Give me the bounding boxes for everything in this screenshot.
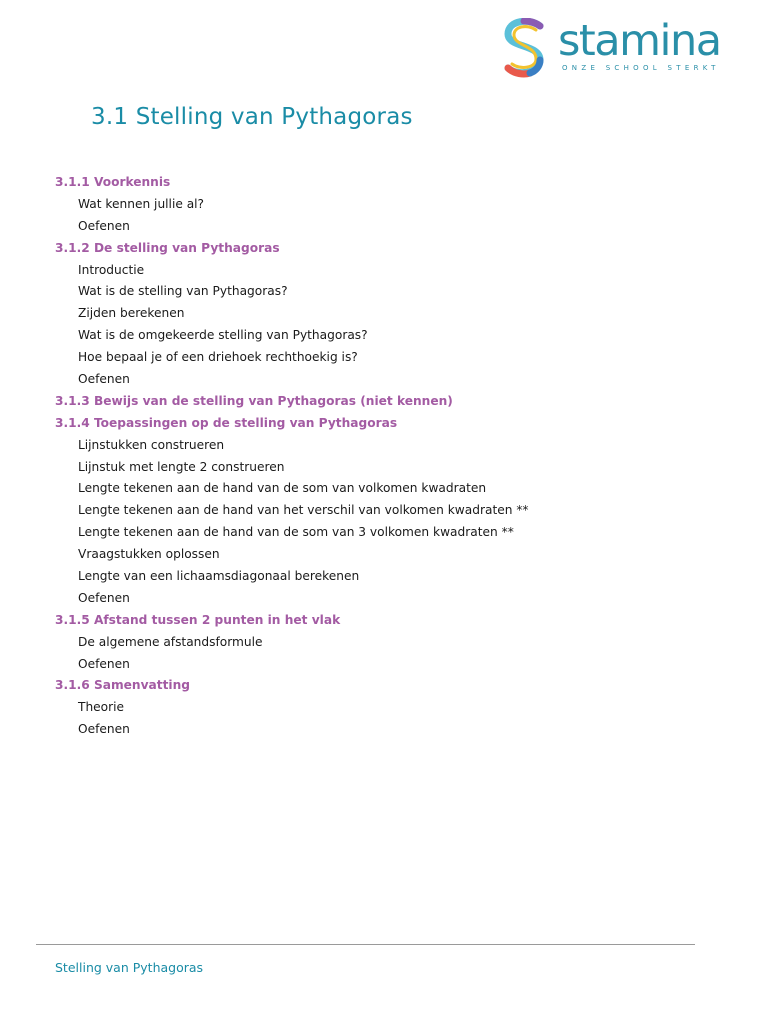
table-of-contents <box>55 172 529 741</box>
toc-entry[interactable]: Wat is de omgekeerde stelling van Pythagoras? <box>78 328 368 343</box>
toc-entry[interactable]: Lengte van een lichaamsdiagonaal berekenen <box>78 569 360 584</box>
toc-section-heading[interactable]: 3.1.3 Bewijs van de stelling van Pythagoras (niet kennen) <box>55 393 453 408</box>
toc-entry[interactable]: Vraagstukken oplossen <box>78 547 220 562</box>
toc-section-heading[interactable]: 3.1.1 Voorkennis <box>55 175 171 189</box>
toc-entry[interactable]: Introductie <box>78 262 145 277</box>
toc-section-heading[interactable]: 3.1.4 Toepassingen op de stelling van Pythagoras <box>55 415 398 430</box>
toc-entry[interactable]: Oefenen <box>78 590 130 605</box>
toc-entry[interactable]: Lengte tekenen aan de hand van het verschil van volkomen kwadraten ** <box>78 503 529 518</box>
toc-entry[interactable]: Lijnstuk met lengte 2 construeren <box>78 459 285 474</box>
toc-entry[interactable]: Wat is de stelling van Pythagoras? <box>78 284 288 299</box>
toc-entry[interactable]: Oefenen <box>78 218 130 233</box>
toc-entry[interactable]: Oefenen <box>78 372 130 387</box>
toc-entry[interactable]: Theorie <box>78 700 125 715</box>
page-title: 3.1 Stelling van Pythagoras <box>91 104 413 130</box>
toc-entry[interactable]: Hoe bepaal je of een driehoek rechthoekig is? <box>78 350 358 365</box>
toc-entry[interactable]: Wat kennen jullie al? <box>78 196 205 211</box>
stamina-s-icon <box>500 18 550 78</box>
toc-entry[interactable]: Lijnstukken construeren <box>78 437 225 452</box>
stamina-logo <box>500 18 730 80</box>
logo-tagline: ONZE SCHOOL STERKT <box>562 64 720 72</box>
toc-entry[interactable]: Lengte tekenen aan de hand van de som van volkomen kwadraten <box>78 481 487 496</box>
toc-entry[interactable]: Oefenen <box>78 656 130 671</box>
toc-section-heading[interactable]: 3.1.6 Samenvatting <box>55 678 190 693</box>
footer-divider <box>36 944 695 945</box>
logo-wordmark: stamina <box>558 16 721 66</box>
toc-entry[interactable]: Zijden berekenen <box>78 306 185 321</box>
toc-entry[interactable]: Lengte tekenen aan de hand van de som van 3 volkomen kwadraten ** <box>78 525 514 540</box>
footer-title: Stelling van Pythagoras <box>55 960 204 975</box>
toc-section-heading[interactable]: 3.1.5 Afstand tussen 2 punten in het vlak <box>55 612 341 627</box>
toc-entry[interactable]: De algemene afstandsformule <box>78 634 263 649</box>
toc-section-heading[interactable]: 3.1.2 De stelling van Pythagoras <box>55 240 280 255</box>
toc-entry[interactable]: Oefenen <box>78 722 130 737</box>
